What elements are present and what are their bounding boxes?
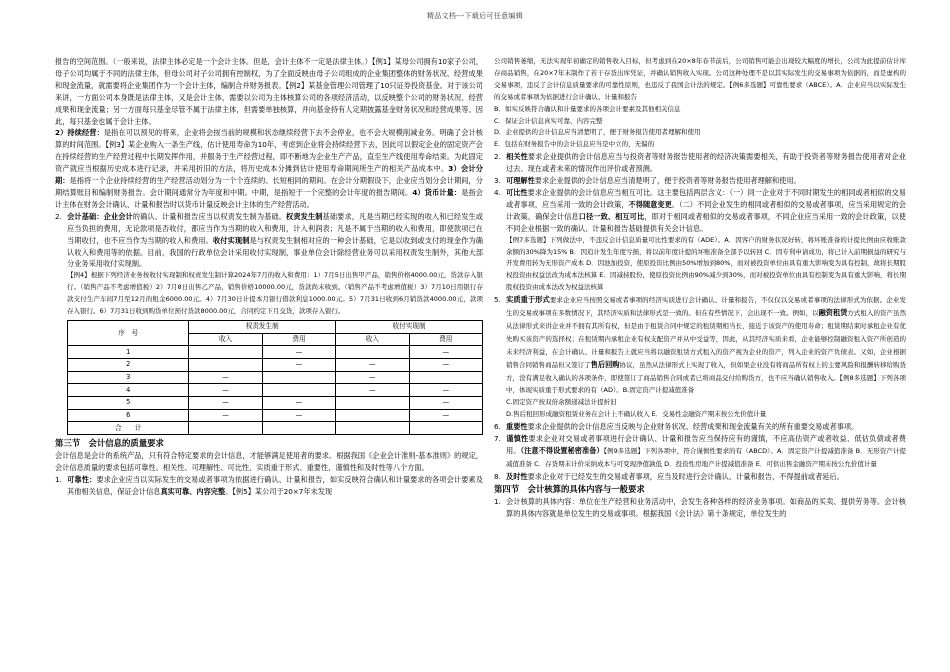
list-number: 2. [494,152,501,162]
section-title-content: 第四节 会计核算的具体内容与一般要求 [494,483,645,494]
label-accounting-period: 3）会计分期： [55,164,483,186]
emphasis-prudence: （注意不得设置秘密准备） [520,446,604,455]
option-b: B．如实反映符合确认和计量要求的各项会计要素及其他相关信息 [494,104,681,113]
table-row [68,359,483,372]
table-row [68,397,483,410]
label-comparability: 可比性 [506,187,528,197]
table-cell: 3 [68,371,189,384]
label-timeliness: 及时性 [506,471,528,481]
option-c-8: C.固定资产按双倍余额递减法计提折旧 [506,398,617,407]
list-number: 3. [494,176,501,186]
table-header-seq: 序 号 [68,320,189,345]
option-e: E．包括在财务报告中的会计信息应当是中立的，无偏的 [494,140,655,149]
table-cell: 2 [68,359,189,372]
table-cell [189,422,262,435]
text-accounting-basis: 的确认、计量和报告应当以权责发生制为基础。 [132,211,287,221]
text-reliability-tail: 。【例5】某公司于20×7年末发现 [225,486,333,496]
label-relevance: 相关性 [506,152,528,162]
table-cell: — [336,371,409,384]
text-comparability-2: 。（二）不同企业发生的相同或者相似的交易或者事项，应当采用规定的会计政策，确保会计信息 [506,199,906,221]
table-subheader-expense: 费用 [262,333,335,346]
label-reliability: 可靠性： [67,474,97,484]
table-total-row [68,422,483,435]
option-d-8: D.售后租回形成融资租赁业务在会计上不确认收入 E．交易性金融资产期末按公允价值计量 [506,410,767,419]
text-cash-basis: 是与权责发生制相对应的一种会计基础，它是以收到或支付的现金作为确认收入和费用等的依据。目前，我国的行政单位会计采用收付实现制，事业单位会计除经营业务可以采用权责发生制外，其他大部分业务采用收付实现制。 [67,235,483,269]
table-cell: — [409,384,482,397]
table-cell: 4 [68,384,189,397]
text-substance-3: 协议，虽然从法律形式上实现了收入，但如果企业没有将商品所有权上的主要风险和报酬转移给购货方，没有满足收入确认的各项条件，即使签订了商品销售合同或者已将商品交付给购货方，也不应当确认销售收入。【例8多选题】下列各项中，体现实质重于形式要求的有（AD）。B.固定资产计提减值准备 [506,360,907,395]
text-content: 会计核算的具体内容：单位在生产经营和业务活动中，会发生各种各样的经济业务事项。如商品的买卖、提供劳务等。会计核算的具体内容就是单位发生的交易或事项。根据我国《会计法》第十条规定，单位发生的 [506,496,906,518]
table-cell: — [409,359,482,372]
example-5-6: 公司销售萎缩，无法实现年初确定的销售收入目标，但考虑到在20×8年春节前后，公司销售可能会出现较大幅度的增长，公司为此提前估计库存商品销售，在20×7年末制作了若干存货出库凭证，并确认销售收入实现。公司这种处理不是以其实际发生的交易事项为依据的，而是虚构的交易事项，违反了会计信息质量要求的可靠性原则，也违反了我国会计法的规定。【例6多选题】可靠性要求（ABCE）。A．企业应当以实际发生的交易或者事项为依据进行会计确认、计量和报告 [494,57,906,101]
table-row [68,384,483,397]
label-cash-basis: 收付实现制 [213,235,250,245]
list-item-prudence [494,433,906,471]
list-number: 8. [494,471,501,481]
table-cell: — [189,384,262,397]
table-row [68,346,483,359]
text-timeliness: 要求企业对于已经发生的交易或者事项，应当及时进行会计确认、计量和报告，不得提前或者延后。 [527,471,844,481]
label-substance: 实质重于形式 [506,295,550,305]
text-comparability: 要求企业提供的会计信息应当相互可比。这主要包括两层含义：（一）同一企业对于不同时期发生的相同或者相似的交易或者事项，应当采用一致的会计政策， [506,187,906,209]
list-number: 6. [494,422,501,432]
text-substance: 要求企业应当按照交易或者事项的经济实质进行会计确认、计量和报告，不仅仅以交易或者事项的法律形式为依据。企业发生的交易或事项在多数情况下，其经济实质和法律形式是一致的。但在有些情况下，会出现不一致。例如，以 [506,296,906,318]
text-substance-2: 方式租入的资产虽然从法律形式来讲企业并不拥有其所有权，但是由于租赁合同中规定的租赁期相当长，接近于该资产的使用寿命；租赁期结束时承租企业有优先购买该资产的选择权；在租赁期内承租企业有权支配资产并从中受益等，因此，从其经济实质来看，企业能够控制融资租入资产所创造的未来经济利益，在会计确认、计量和报告上就应当将以融资租赁方式租入的资产视为企业的资产，列入企业的资产负债表。又如，企业根据销售合同销售商品但又签订了 [506,309,907,369]
label-materiality: 重要性 [506,422,528,432]
list-item-content [494,496,906,520]
list-item-relevance [494,151,906,175]
emphasis-finance-lease: 融资租赁 [818,308,848,318]
right-column [494,56,906,520]
table-row [68,371,483,384]
list-number: 7. [494,434,501,444]
option-c: C．保证会计信息真实可靠、内容完整 [494,116,603,125]
label-accounting-basis: 会计基础：企业会计 [67,211,133,221]
table-cell [336,346,409,359]
table-cell: — [336,384,409,397]
table-cell [336,422,409,435]
list-number: 1. [55,474,62,484]
text-reliability: 要求企业应当以实际发生的交易或者事项为依据进行确认、计量和报告，如实反映符合确认和计量要求的各项会计要素及其他相关信息，保证会计信息 [67,474,483,496]
list-number: 1. [494,496,501,506]
emphasis-comparability-2: 口径一致、相互可比 [578,211,645,221]
paragraph-going-concern [55,127,483,210]
paragraph-quality-intro: 会计信息是会计的系统产品，只有符合特定要求的会计信息，才能够满足使用者的要求。根据我国《企业会计准则-基本准则》的规定，会计信息质量的要求包括可靠性、相关性、可理解性、可比性、实质重于形式、重要性、谨慎性和及时性等八个方面。 [55,451,483,473]
paragraph-accounting-entity: 报告的空间范围。（一般来说，法律主体必定是一个会计主体。但是，会计主体不一定是法律主体。）【例1】某母公司拥有10家子公司，母子公司均属于不同的法律主体，但母公司对子公司拥有控制权，为了全面反映由母子公司组成的企业集团整体的财务状况、经营成果和现金流量，就需要将企业集团作为一个会计主体，编制合并财务报表。【例2】某基金管理公司管理了10只证券投资基金。对于该公司来讲，一方面公司本身既是法律主体，又是会计主体，需要以公司为主体核算公司的各项经济活动，以反映整个公司的财务状况、经营成果和现金流量；另一方面每只基金尽管不属于法律主体，但需要单独核算，并向基金持有人定期披露基金财务状况和经营成果等。因此，每只基金也属于会计主体。 [55,57,483,126]
list-item-reliability [55,474,483,498]
table-cell: — [262,359,335,372]
text-materiality: 要求企业提供的会计信息应当反映与企业财务状况、经营成果和现金流量有关的所有重要交易或者事项。 [527,422,859,432]
table-cell [409,371,482,384]
table-cell [189,359,262,372]
table-total-label: 合 计 [68,422,189,435]
text-prudence: 要求企业对交易或者事项进行会计确认、计量和报告应当保持应有的谨慎，不应高估资产或者收益、低估负债或者费用。 [506,434,906,455]
list-item-timeliness [494,471,906,483]
list-number: 5. [494,295,501,305]
list-item-accounting-basis [55,211,483,271]
list-item-substance [494,294,906,397]
text-monetary-measure: 是指会计主体在财务会计确认、计量和报告时以货币计量反映会计主体的生产经营活动。 [55,187,483,209]
text-accrual: 基础要求，凡是当期已经实现的收入和已经发生或应当负担的费用，无论款项是否收付，都应当作为当期的收入和费用，计入利润表；凡是不属于当期的收入和费用，即使款项已在当期收付，也不应当作为当期的收入和费用。 [67,211,483,245]
list-item-understandability [494,175,906,187]
table-cell: — [189,409,262,422]
table-cell: — [262,397,335,410]
list-item-materiality [494,421,906,433]
table-cell: — [262,346,335,359]
table-cell: — [262,409,335,422]
list-number: 2. [55,211,62,221]
accrual-cash-table [67,320,483,435]
label-accrual: 权责发生制 [286,211,323,221]
table-cell [336,409,409,422]
table-cell: 5 [68,397,189,410]
table-cell [336,397,409,410]
label-monetary-measure: 4）货币计量： [412,187,462,197]
emphasis-comparability: 不得随意变更 [628,199,672,209]
table-cell: — [336,359,409,372]
table-subheader-income: 收入 [336,333,409,346]
table-header-cash: 收付实现制 [336,320,483,333]
emphasis-repurchase: 售后回购 [590,359,620,369]
emphasis-reliability: 真实可靠、内容完整 [160,486,226,496]
table-cell: — [189,371,262,384]
table-header-accrual: 权责发生制 [189,320,336,333]
section-title-quality: 第三节 会计信息的质量要求 [55,438,164,449]
table-cell: — [409,409,482,422]
table-cell: 6 [68,409,189,422]
table-cell: — [189,397,262,410]
text-prudence-example: 【例9多选题】下列各项中，符合谨慎性要求的有（ABCD）。A．固定资产计提减值准备 B．无形资产计提减值准备 C．存货期末计价采纳成本与可变现净值孰低 D．投资性房地产计提减值准备 E．可供出售金融资产期末按公允价值计量 [506,447,906,468]
table-cell [262,384,335,397]
list-number: 4. [494,187,501,197]
page-banner: 精品文档---下载后可任意编辑 [426,12,524,20]
table-cell: — [409,346,482,359]
label-prudence: 谨慎性 [506,434,529,444]
label-going-concern: 2）持续经营： [55,128,104,138]
text-understandability: 要求企业提供的会计信息应当清楚明了，便于投资者等财务报告使用者理解和使用。 [534,176,801,186]
table-cell [189,346,262,359]
text-relevance: 要求企业提供的会计信息应当与投资者等财务报告使用者的经济决策需要相关，有助于投资者等财务报告使用者对企业过去、现在或者未来的情况作出评价或者预测。 [506,152,906,174]
table-cell: — [409,397,482,410]
table-row [68,409,483,422]
text-comparability-3: ，即对于相同或者相似的交易或者事项，不同企业应当采用一致的会计政策，以使不同企业根据一致的确认、计量和报告基础提供有关会计信息。 [506,211,906,233]
table-cell [262,371,335,384]
example-7: 【例7多选题】下列做法中，不违反会计信息质量可比性要求的有（ADE）。A．因客户的财务状况好转，将坏账准备的计提比例由应收账款余额的30%降为15% B．因追计发生年度亏损，将以前年度计提的坏账准备全部予以转回 C．因专利申请成功，将已计入前期损益的研究与开发费用转为无形资产成本 D．因池加投资，使原投资比例由50%增加到80%，而对被投资单位由具有重大影响变为具有控制，故将长期股权投资由权益法改为成本法核算 E．因减持股份，使原投资比例由90%减少到30%，而对被投资单位由具有控制变为具有重大影响，将长期股权投资由成本法改为权益法核算 [506,235,906,292]
text-going-concern: 是指在可以预见的将来，企业将会按当前的规模和状态继续经营下去不会停业，也不会大规模削减业务。明确了会计核算的时间范围。【例3】某企业购入一条生产线，估计使用寿命为10年，考虑到企业将会持续经营下去，因此可以假定企业的固定资产会在持续经营的生产经营过程中长期发挥作用，并服务于生产经营过程，即不断地为企业生产产品，直至生产线使用寿命结束。为此固定资产就应当根据历史成本进行记录，并采用折旧的方法，将历史成本分摊到估计使用寿命期间所生产的相关产品成本中。 [55,128,483,174]
table-subheader-income: 收入 [189,333,262,346]
table-cell: 1 [68,346,189,359]
table-cell [262,422,335,435]
left-column [55,56,483,498]
example-4: 【例4】根据下列经济业务按收付实现制和权责发生制计算2024年7月的收入和费用：1）7月5日出售甲产品，销售价格4000.00元，货款存入银行。（销售产品不考虑增值税）2）7月8日出售乙产品，销售价格10000.00元，货款尚未收到。（销售产品不考虑增值税）3）7月10日用银行存款支付生产车间7月至12月的租金6000.00元。4）7月30日计提本月银行借款利息1000.00元。5）7月31日收到6月销货款4000.00元，款项存入银行。6）7月31日收到购货单位预付货款8000.00元，合同约定下月交货，款项存入银行。 [67,271,483,316]
text-accounting-period: 是指将一个企业持续经营的生产经营活动划分为一个个连续的、长短相同的期间。在会计分期假设下，企业应当划分会计期间，分期结算账目和编制财务报告。会计期间通常分为年度和中期。中期，是指短于一个完整的会计年度的报告期间。 [55,176,483,197]
table-subheader-expense: 费用 [409,333,482,346]
list-item-comparability [494,187,906,235]
option-d: D．企业提供的会计信息应当清楚明了，便于财务报告使用者理解和使用 [494,128,701,137]
label-understandability: 可理解性 [506,176,535,186]
table-cell [409,422,482,435]
